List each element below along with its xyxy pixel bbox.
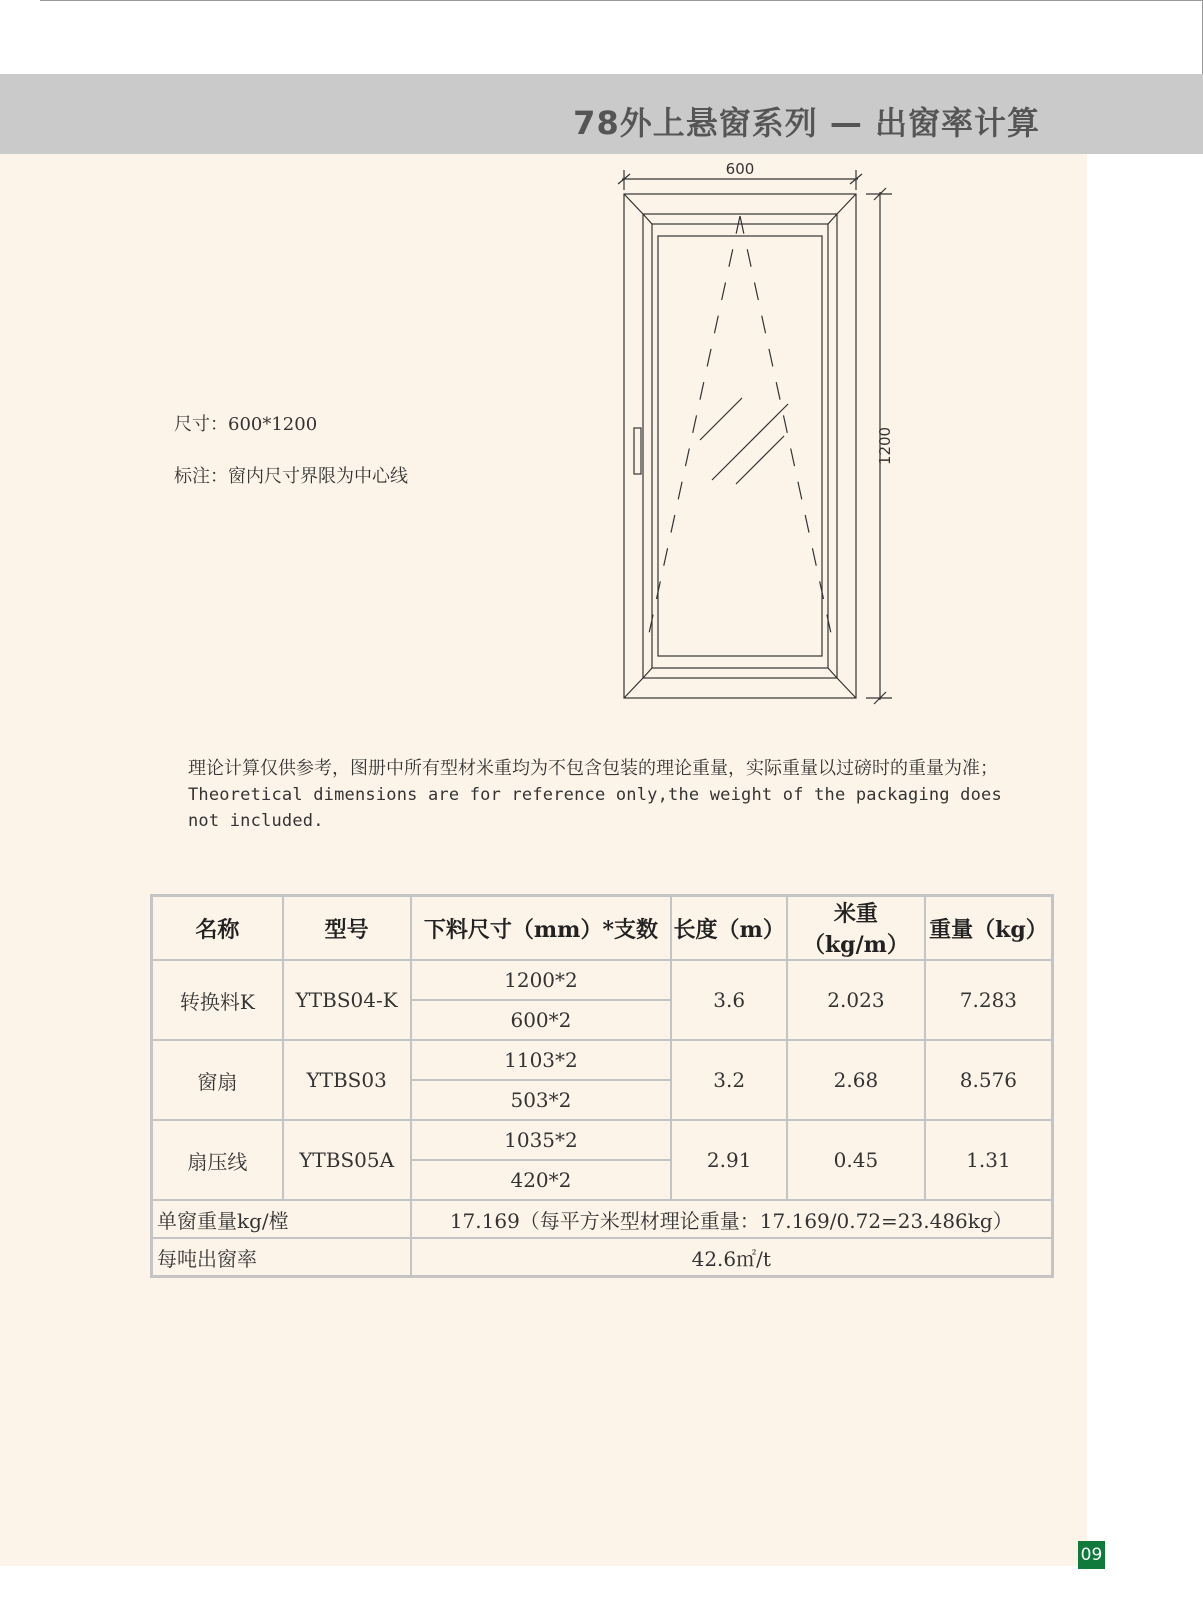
length-cell: 3.6 <box>671 960 787 1040</box>
summary-row-rate <box>152 1238 1053 1277</box>
cut-cell: 1035*2 <box>411 1120 672 1160</box>
spec-table <box>150 894 1054 1278</box>
header-cell: 米重（kg/m） <box>787 896 925 961</box>
cut-cell: 600*2 <box>411 1000 672 1040</box>
size-text: 尺寸：600*1200 <box>174 414 318 435</box>
height-label: 1200 <box>876 426 894 466</box>
model-cell: YTBS04-K <box>283 960 411 1040</box>
summary-label: 每吨出窗率 <box>152 1238 411 1277</box>
header-cell: 名称 <box>152 896 283 961</box>
glass-pane <box>658 236 822 656</box>
width-label: 600 <box>725 160 755 178</box>
cut-cell: 503*2 <box>411 1080 672 1120</box>
summary-row-weight <box>152 1200 1053 1238</box>
length-cell: 3.2 <box>671 1040 787 1120</box>
weight-cell: 1.31 <box>925 1120 1053 1200</box>
opening-indicator <box>648 216 832 638</box>
model-cell: YTBS03 <box>283 1040 411 1120</box>
weight-cell: 7.283 <box>925 960 1053 1040</box>
cut-cell: 1200*2 <box>411 960 672 1000</box>
name-cell: 转换料K <box>152 960 283 1040</box>
sash-frame <box>643 214 837 678</box>
table-row <box>152 1120 1053 1160</box>
meter-weight-cell: 2.68 <box>787 1040 925 1120</box>
notice-zh: 理论计算仅供参考，图册中所有型材米重均为不包含包装的理论重量，实际重量以过磅时的重量为准； <box>188 758 998 779</box>
meter-weight-cell: 2.023 <box>787 960 925 1040</box>
handle <box>634 428 641 474</box>
outer-frame <box>624 194 856 698</box>
note-text: 标注：窗内尺寸界限为中心线 <box>174 466 408 487</box>
table-row <box>152 960 1053 1000</box>
summary-label: 单窗重量kg/樘 <box>152 1200 411 1238</box>
page-number: 09 <box>1078 1541 1105 1569</box>
summary-value: 17.169（每平方米型材理论重量：17.169/0.72=23.486kg） <box>411 1200 1053 1238</box>
model-cell: YTBS05A <box>283 1120 411 1200</box>
header-cell: 下料尺寸（mm）*支数 <box>411 896 672 961</box>
header-band <box>0 74 1203 154</box>
notice <box>188 756 1043 834</box>
meter-weight-cell: 0.45 <box>787 1120 925 1200</box>
name-cell: 窗扇 <box>152 1040 283 1120</box>
cut-cell: 1103*2 <box>411 1040 672 1080</box>
content-area <box>0 154 1087 1566</box>
table-header-row <box>152 896 1053 961</box>
header-cell: 型号 <box>283 896 411 961</box>
notice-en: Theoretical dimensions are for reference only,the weight of the packaging does not included. <box>188 785 1002 831</box>
window-drawing <box>600 160 910 720</box>
summary-value: 42.6㎡/t <box>411 1238 1053 1277</box>
page-title: 78外上悬窗系列 — 出窗率计算 <box>573 104 1040 142</box>
header-cell: 重量（kg） <box>925 896 1053 961</box>
table-row <box>152 1040 1053 1080</box>
name-cell: 扇压线 <box>152 1120 283 1200</box>
header-cell: 长度（m） <box>671 896 787 961</box>
weight-cell: 8.576 <box>925 1040 1053 1120</box>
cut-cell: 420*2 <box>411 1160 672 1200</box>
top-rule <box>40 0 1203 1</box>
length-cell: 2.91 <box>671 1120 787 1200</box>
